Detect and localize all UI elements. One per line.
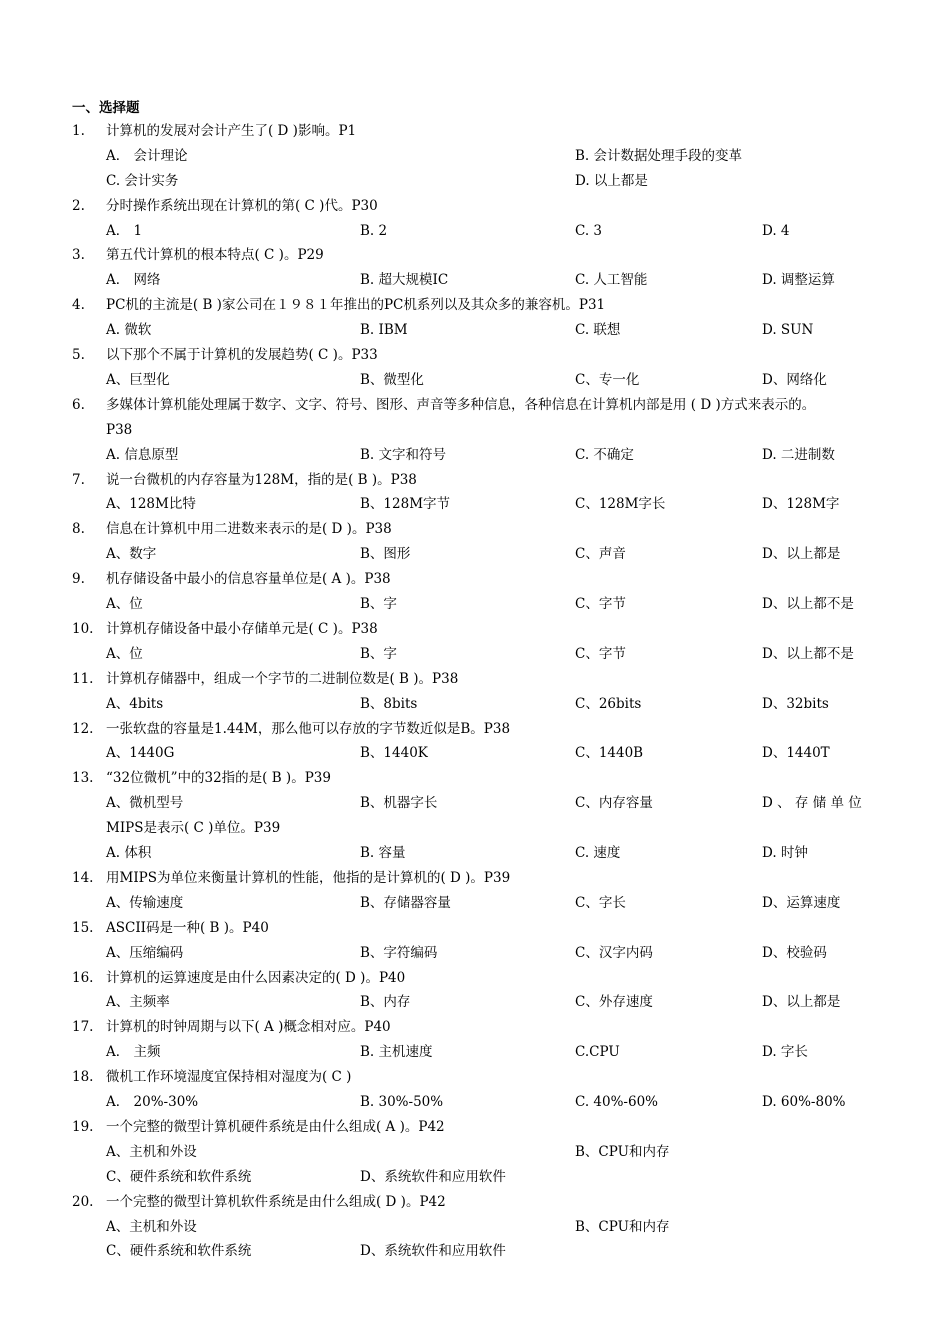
question-number: 17. [72, 1019, 94, 1036]
answer-option: A． 1 [106, 222, 143, 239]
question-line [0, 295, 950, 319]
options-row [0, 544, 950, 568]
question-text: 一个完整的微型计算机软件系统是由什么组成( D )。P42 [106, 1193, 446, 1210]
answer-option: A、1440G [106, 745, 175, 762]
answer-option: A、4bits [106, 695, 164, 712]
question-number: 18. [72, 1069, 94, 1086]
question-line [0, 1017, 950, 1041]
question-line [0, 345, 950, 369]
section-title: 一、选择题 [72, 100, 140, 116]
question-text-continued: P38 [106, 421, 133, 438]
question-text: 第五代计算机的根本特点( C )。P29 [106, 247, 324, 264]
options-row [0, 992, 950, 1016]
question-line [0, 196, 950, 220]
question-number: 16. [72, 969, 94, 986]
options-row [0, 146, 950, 170]
answer-option: A、128M比特 [106, 496, 196, 513]
answer-option: A． 网络 [106, 272, 161, 289]
question-text: MIPS是表示( C )单位。P39 [106, 820, 281, 837]
question-number: 8. [72, 521, 85, 538]
question-text: 以下那个不属于计算机的发展趋势( C )。P33 [106, 347, 378, 363]
question-text: 分时操作系统出现在计算机的第( C )代。P30 [106, 197, 378, 214]
answer-option: C、字节 [575, 645, 626, 662]
question-text: PC机的主流是( B )家公司在１９８１年推出的PC机系列以及其众多的兼容机。P31 [106, 297, 606, 314]
answer-option: A． 20%-30% [106, 1094, 199, 1110]
question-number: 15. [72, 919, 94, 936]
question-text: 计算机的发展对会计产生了( D )影响。P1 [106, 122, 357, 139]
answer-option: A、微机型号 [106, 795, 184, 812]
answer-option: B、CPU和内存 [575, 1218, 670, 1235]
answer-option: B、字 [360, 596, 397, 612]
answer-option: A、位 [106, 645, 143, 662]
answer-option: A、巨型化 [106, 371, 170, 388]
question-line [0, 918, 950, 942]
answer-option: B、存储器容量 [360, 894, 451, 911]
options-row [0, 1217, 950, 1241]
answer-option: B、1440K [360, 745, 428, 762]
answer-option: C、汉字内码 [575, 944, 653, 961]
answer-option: A、压缩编码 [106, 944, 184, 961]
options-row [0, 221, 950, 245]
answer-option: D. 60%-80% [762, 1094, 846, 1110]
options-row [0, 171, 950, 195]
answer-option: C、硬件系统和软件系统 [106, 1243, 252, 1260]
question-number: 5. [72, 347, 85, 363]
answer-option: B. 30%-50% [360, 1094, 444, 1110]
question-line [0, 1192, 950, 1216]
answer-option: B、机器字长 [360, 795, 438, 812]
answer-option: C. 会计实务 [106, 172, 179, 189]
answer-option: D、网络化 [762, 371, 827, 388]
answer-option: B、8bits [360, 695, 418, 712]
options-row [0, 893, 950, 917]
options-row [0, 843, 950, 867]
options-row [0, 494, 950, 518]
question-line [0, 768, 950, 792]
options-row [0, 270, 950, 294]
question-number: 19. [72, 1118, 94, 1135]
answer-option: B、128M字节 [360, 496, 451, 513]
answer-option: D. 字长 [762, 1044, 808, 1061]
answer-option: A、位 [106, 596, 143, 612]
answer-option: C、内存容量 [575, 795, 653, 812]
question-text: 一个完整的微型计算机硬件系统是由什么组成( A )。P42 [106, 1118, 445, 1135]
answer-option: A． 主频 [106, 1044, 161, 1061]
answer-option: D 、 存 储 单 位 [762, 795, 862, 812]
question-text: 说一台微机的内存容量为128M，指的是( B )。P38 [106, 471, 417, 488]
answer-option: B. 文字和符号 [360, 446, 447, 463]
question-line [0, 619, 950, 643]
question-text: 信息在计算机中用二进数来表示的是( D )。P38 [106, 521, 392, 538]
answer-option: B. 超大规模IC [360, 272, 449, 289]
question-line [0, 968, 950, 992]
answer-option: A. 信息原型 [106, 446, 179, 463]
question-number: 11. [72, 670, 94, 687]
question-text: 多媒体计算机能处理属于数字、文字、符号、图形、声音等多种信息，各种信息在计算机内部是用 ( D )方式来表示的。 [106, 396, 816, 413]
answer-option: B. 2 [360, 222, 388, 239]
question-number: 3. [72, 247, 85, 264]
answer-option: A、主机和外设 [106, 1218, 197, 1235]
answer-option: B、CPU和内存 [575, 1143, 670, 1160]
question-text: ASCII码是一种( B )。P40 [106, 919, 269, 936]
question-text: 计算机存储设备中最小存储单元是( C )。P38 [106, 620, 378, 637]
answer-option: A． 会计理论 [106, 147, 188, 164]
question-line [0, 818, 950, 842]
options-row [0, 1142, 950, 1166]
question-line [0, 569, 950, 593]
options-row [0, 793, 950, 817]
question-line [0, 245, 950, 269]
answer-option: D. 二进制数 [762, 446, 835, 463]
options-row [0, 1167, 950, 1191]
options-row [0, 594, 950, 618]
question-text: 计算机存储器中，组成一个字节的二进制位数是( B )。P38 [106, 670, 459, 687]
answer-option: D、校验码 [762, 944, 827, 961]
options-row [0, 445, 950, 469]
question-text: 微机工作环境湿度宜保持相对湿度为( C ) [106, 1069, 352, 1086]
answer-option: C、128M字长 [575, 496, 666, 513]
answer-option: D、128M字 [762, 496, 840, 513]
question-number: 9. [72, 571, 85, 588]
answer-option: D、以上都不是 [762, 596, 854, 612]
question-line [0, 868, 950, 892]
answer-option: D、以上都不是 [762, 645, 854, 662]
question-line [0, 519, 950, 543]
question-text: “32位微机”中的32指的是( B )。P39 [106, 770, 331, 787]
answer-option: A、主机和外设 [106, 1143, 197, 1160]
options-row [0, 370, 950, 394]
answer-option: C、硬件系统和软件系统 [106, 1168, 252, 1185]
question-text: 计算机的时钟周期与以下( A )概念相对应。P40 [106, 1019, 391, 1036]
answer-option: B. 容量 [360, 845, 406, 861]
question-line [0, 719, 950, 743]
question-line [0, 470, 950, 494]
options-row [0, 1042, 950, 1066]
question-number: 2. [72, 197, 85, 214]
question-line [0, 669, 950, 693]
answer-option: A. 体积 [106, 845, 152, 861]
answer-option: D、系统软件和应用软件 [360, 1243, 506, 1260]
options-row [0, 943, 950, 967]
answer-option: B、内存 [360, 994, 411, 1011]
question-number: 10. [72, 620, 94, 637]
question-continuation-line [0, 420, 950, 444]
question-number: 1. [72, 122, 85, 139]
answer-option: C、字长 [575, 894, 626, 911]
options-row [0, 644, 950, 668]
question-number: 12. [72, 720, 94, 737]
question-text: 计算机的运算速度是由什么因素决定的( D )。P40 [106, 969, 406, 986]
answer-option: A、主频率 [106, 994, 170, 1011]
answer-option: D、运算速度 [762, 894, 841, 911]
question-line [0, 121, 950, 145]
answer-option: D. 4 [762, 222, 790, 239]
answer-option: C. 40%-60% [575, 1094, 659, 1110]
answer-option: C、外存速度 [575, 994, 653, 1011]
options-row [0, 1241, 950, 1265]
answer-option: D. SUN [762, 322, 814, 339]
options-row [0, 694, 950, 718]
question-text: 一张软盘的容量是1.44M，那么他可以存放的字节数近似是B。P38 [106, 720, 511, 737]
question-text: 机存储设备中最小的信息容量单位是( A )。P38 [106, 571, 391, 588]
answer-option: C、26bits [575, 695, 642, 712]
answer-option: D、系统软件和应用软件 [360, 1168, 506, 1185]
question-text: 用MIPS为单位来衡量计算机的性能，他指的是计算机的( D )。P39 [106, 869, 511, 886]
answer-option: B. IBM [360, 322, 408, 339]
answer-option: B. 主机速度 [360, 1044, 433, 1061]
question-number: 13. [72, 770, 94, 787]
answer-option: C. 速度 [575, 845, 621, 861]
options-row [0, 743, 950, 767]
answer-option: D、1440T [762, 745, 830, 762]
answer-option: C. 不确定 [575, 446, 634, 463]
answer-option: D. 以上都是 [575, 172, 648, 189]
answer-option: A、数字 [106, 546, 157, 563]
answer-option: C、声音 [575, 546, 626, 563]
answer-option: C、1440B [575, 745, 644, 762]
answer-option: A、传输速度 [106, 894, 184, 911]
question-number: 6. [72, 396, 85, 413]
answer-option: C.CPU [575, 1044, 620, 1061]
answer-option: C、字节 [575, 596, 626, 612]
question-line [0, 1067, 950, 1091]
answer-option: C. 3 [575, 222, 603, 239]
answer-option: B、图形 [360, 546, 411, 563]
question-number: 4. [72, 297, 85, 314]
answer-option: C. 人工智能 [575, 272, 648, 289]
answer-option: B、字符编码 [360, 944, 438, 961]
answer-option: B、字 [360, 645, 397, 662]
answer-option: D、32bits [762, 695, 829, 712]
answer-option: B. 会计数据处理手段的变革 [575, 147, 743, 164]
question-line [0, 395, 950, 419]
options-row [0, 1092, 950, 1116]
question-number: 14. [72, 869, 94, 886]
answer-option: D. 时钟 [762, 845, 808, 861]
answer-option: D、以上都是 [762, 546, 841, 563]
answer-option: D、以上都是 [762, 994, 841, 1011]
question-number: 20. [72, 1193, 94, 1210]
options-row [0, 320, 950, 344]
answer-option: D. 调整运算 [762, 272, 835, 289]
answer-option: B、微型化 [360, 371, 424, 388]
answer-option: A. 微软 [106, 322, 152, 339]
answer-option: C、专一化 [575, 371, 640, 388]
question-number: 7. [72, 471, 85, 488]
answer-option: C. 联想 [575, 322, 621, 339]
question-line [0, 1117, 950, 1141]
